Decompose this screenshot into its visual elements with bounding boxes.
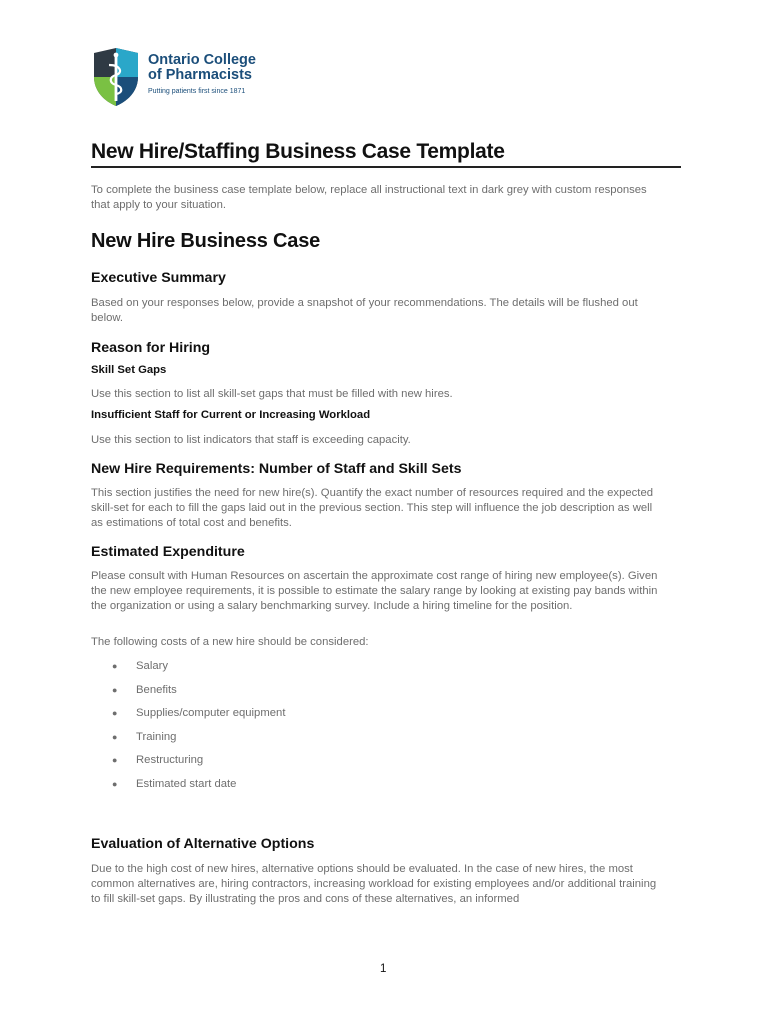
alternatives-heading: Evaluation of Alternative Options (91, 836, 315, 852)
logo-name-line2: of Pharmacists (148, 67, 252, 83)
list-item (112, 730, 285, 754)
bullet-icon: ● (112, 755, 118, 765)
alternatives-text: Due to the high cost of new hires, alternative options should be evaluated. In the case of new hires, the most common alternatives are, hiring contractors, increasing workload for existing employees and/or additional training to fill skill-set gaps. By illustrating the pros and cons of these alternatives, an informed (91, 863, 657, 905)
logo-name-line1: Ontario College (148, 52, 256, 68)
bullet-icon: ● (112, 778, 118, 789)
list-item (112, 683, 285, 707)
intro-text: To complete the business case template below, replace all instructional text in dark grey with custom responses that apply to your situation. (91, 184, 647, 211)
reason-for-hiring-heading: Reason for Hiring (91, 340, 211, 356)
costs-list (112, 659, 285, 800)
cost-benefits: Benefits (136, 683, 177, 696)
expenditure-text: Please consult with Human Resources on ascertain the approximate cost range of hiring new employee(s). Given the new employee requirements, it is possible to estimate the salary range by looking at existing pay bands within the organization or using a salary benchmarking survey. Include a hiring timeline for the position. (91, 570, 658, 612)
cost-start-date: Estimated start date (136, 777, 237, 790)
bullet-icon: ● (112, 661, 118, 671)
insufficient-staff-text: Use this section to list indicators that staff is exceeding capacity. (91, 434, 411, 446)
list-item (112, 706, 285, 730)
business-case-heading: New Hire Business Case (91, 230, 321, 252)
executive-summary-text: Based on your responses below, provide a snapshot of your recommendations. The details will be flushed out below. (91, 297, 638, 324)
bullet-icon: ● (112, 684, 118, 695)
list-item (112, 659, 285, 683)
logo-tagline: Putting patients first since 1871 (148, 88, 246, 95)
document-title: New Hire/Staffing Business Case Template (91, 140, 681, 168)
costs-intro-text: The following costs of a new hire should be considered: (91, 636, 369, 648)
insufficient-staff-heading: Insufficient Staff for Current or Increasing Workload (91, 409, 371, 421)
skill-set-gaps-text: Use this section to list all skill-set gaps that must be filled with new hires. (91, 388, 453, 400)
cost-restructuring: Restructuring (136, 754, 204, 766)
executive-summary-heading: Executive Summary (91, 270, 226, 286)
list-item (112, 777, 285, 801)
requirements-text: This section justifies the need for new hire(s). Quantify the exact number of resources required and the expected skill-set for each to fill the gaps laid out in the previous section. This step will influence the job description as well as estimations of total cost and benefits. (91, 487, 654, 529)
bullet-icon: ● (112, 731, 118, 742)
requirements-heading: New Hire Requirements: Number of Staff and Skill Sets (91, 461, 462, 477)
cost-supplies: Supplies/computer equipment (136, 707, 286, 719)
shield-logo-icon (92, 47, 140, 107)
skill-set-gaps-heading: Skill Set Gaps (91, 364, 167, 376)
ocp-logo (92, 47, 256, 107)
expenditure-heading: Estimated Expenditure (91, 544, 245, 560)
cost-training: Training (136, 730, 177, 743)
cost-salary: Salary (136, 660, 169, 672)
page-number: 1 (380, 963, 387, 975)
list-item (112, 753, 285, 777)
bullet-icon: ● (112, 708, 118, 718)
